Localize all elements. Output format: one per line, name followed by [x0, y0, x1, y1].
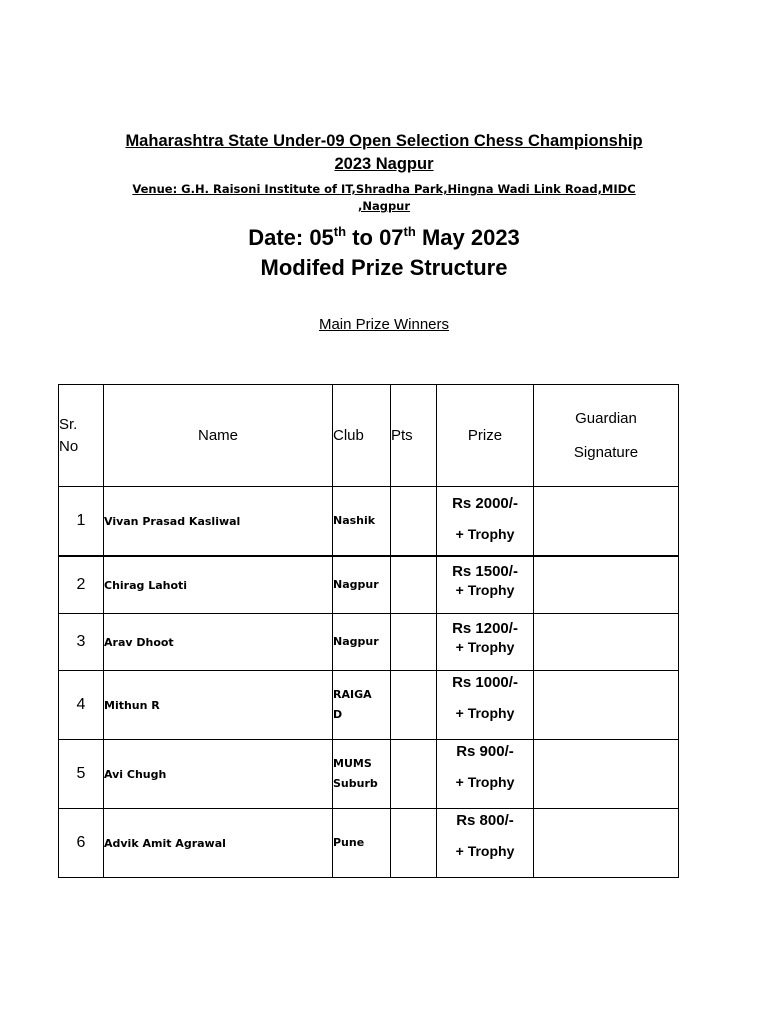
col-header-guardian-line2: Signature — [573, 443, 639, 461]
prize-cell — [437, 614, 534, 671]
subtitle: Modifed Prize Structure — [260, 255, 508, 280]
sr-no-cell: 2 — [59, 556, 104, 614]
date-start: Date: 05 — [248, 225, 334, 250]
venue-line-2: ,Nagpur — [357, 199, 411, 213]
col-header-sr-line1: Sr. — [59, 415, 78, 433]
pts-cell — [391, 809, 437, 878]
signature-cell — [534, 487, 679, 557]
club-cell — [333, 487, 391, 557]
prize-amount: Rs 1200/- — [452, 619, 518, 637]
prize-cell — [437, 740, 534, 809]
sr-no-cell: 6 — [59, 809, 104, 878]
signature-cell — [534, 614, 679, 671]
pts-cell — [391, 614, 437, 671]
sr-no-cell: 1 — [59, 487, 104, 557]
name-cell: Vivan Prasad Kasliwal — [104, 487, 333, 557]
table-row — [59, 487, 679, 557]
club-line1: Nagpur — [333, 578, 379, 591]
signature-cell — [534, 556, 679, 614]
sr-no-cell: 4 — [59, 671, 104, 740]
prize-cell — [437, 671, 534, 740]
name-cell: Mithun R — [104, 671, 333, 740]
club-line2: Suburb — [333, 777, 378, 790]
club-line1: MUMS — [333, 757, 372, 770]
club-line1: RAIGA — [333, 688, 372, 701]
prize-amount: Rs 1500/- — [452, 562, 518, 580]
col-header-club: Club — [333, 385, 391, 487]
title-line-1: Maharashtra State Under-09 Open Selection Chess Championship — [125, 132, 643, 150]
table-row — [59, 614, 679, 671]
pts-cell — [391, 556, 437, 614]
name-cell: Chirag Lahoti — [104, 556, 333, 614]
club-cell — [333, 614, 391, 671]
col-header-prize: Prize — [437, 385, 534, 487]
pts-cell — [391, 487, 437, 557]
section-title: Main Prize Winners — [318, 316, 450, 333]
club-cell — [333, 740, 391, 809]
table-row — [59, 671, 679, 740]
date-end-suffix: th — [403, 224, 416, 239]
pts-cell — [391, 671, 437, 740]
club-cell — [333, 556, 391, 614]
prize-cell — [437, 809, 534, 878]
prize-trophy: + Trophy — [455, 773, 515, 790]
prize-trophy: + Trophy — [455, 638, 515, 655]
signature-cell — [534, 740, 679, 809]
prize-trophy: + Trophy — [455, 525, 515, 542]
prize-trophy: + Trophy — [455, 842, 515, 859]
venue-info — [100, 181, 668, 215]
sr-no-cell: 5 — [59, 740, 104, 809]
signature-cell — [534, 809, 679, 878]
name-cell: Avi Chugh — [104, 740, 333, 809]
venue-line-1: Venue: G.H. Raisoni Institute of IT,Shradha Park,Hingna Wadi Link Road,MIDC — [132, 182, 636, 196]
col-header-pts: Pts — [391, 385, 437, 487]
name-cell: Advik Amit Agrawal — [104, 809, 333, 878]
col-header-name: Name — [104, 385, 333, 487]
table-row — [59, 556, 679, 614]
date-end: to 07 — [346, 225, 404, 250]
col-header-sr-line2: No — [59, 437, 79, 455]
prize-cell — [437, 556, 534, 614]
prize-cell — [437, 487, 534, 557]
event-date — [0, 223, 768, 253]
club-line2: D — [333, 708, 343, 721]
prize-table — [58, 384, 679, 878]
club-cell — [333, 671, 391, 740]
prize-trophy: + Trophy — [455, 704, 515, 721]
pts-cell — [391, 740, 437, 809]
prize-amount: Rs 800/- — [456, 811, 514, 829]
signature-cell — [534, 671, 679, 740]
document-title — [0, 130, 768, 176]
prize-amount: Rs 1000/- — [452, 673, 518, 691]
sr-no-cell: 3 — [59, 614, 104, 671]
col-header-sr-no — [59, 385, 104, 487]
col-header-guardian-signature — [534, 385, 679, 487]
club-line1: Pune — [333, 836, 365, 849]
date-start-suffix: th — [333, 224, 347, 239]
prize-trophy: + Trophy — [455, 581, 515, 598]
table-header-row — [59, 385, 679, 487]
club-line1: Nagpur — [333, 635, 379, 648]
club-cell — [333, 809, 391, 878]
name-cell: Arav Dhoot — [104, 614, 333, 671]
title-line-2: 2023 Nagpur — [334, 155, 434, 173]
col-header-guardian-line1: Guardian — [575, 409, 637, 427]
date-month-year: May 2023 — [415, 225, 520, 250]
club-line1: Nashik — [333, 514, 376, 527]
prize-amount: Rs 2000/- — [452, 494, 518, 512]
table-row — [59, 740, 679, 809]
prize-amount: Rs 900/- — [456, 742, 514, 760]
table-row — [59, 809, 679, 878]
